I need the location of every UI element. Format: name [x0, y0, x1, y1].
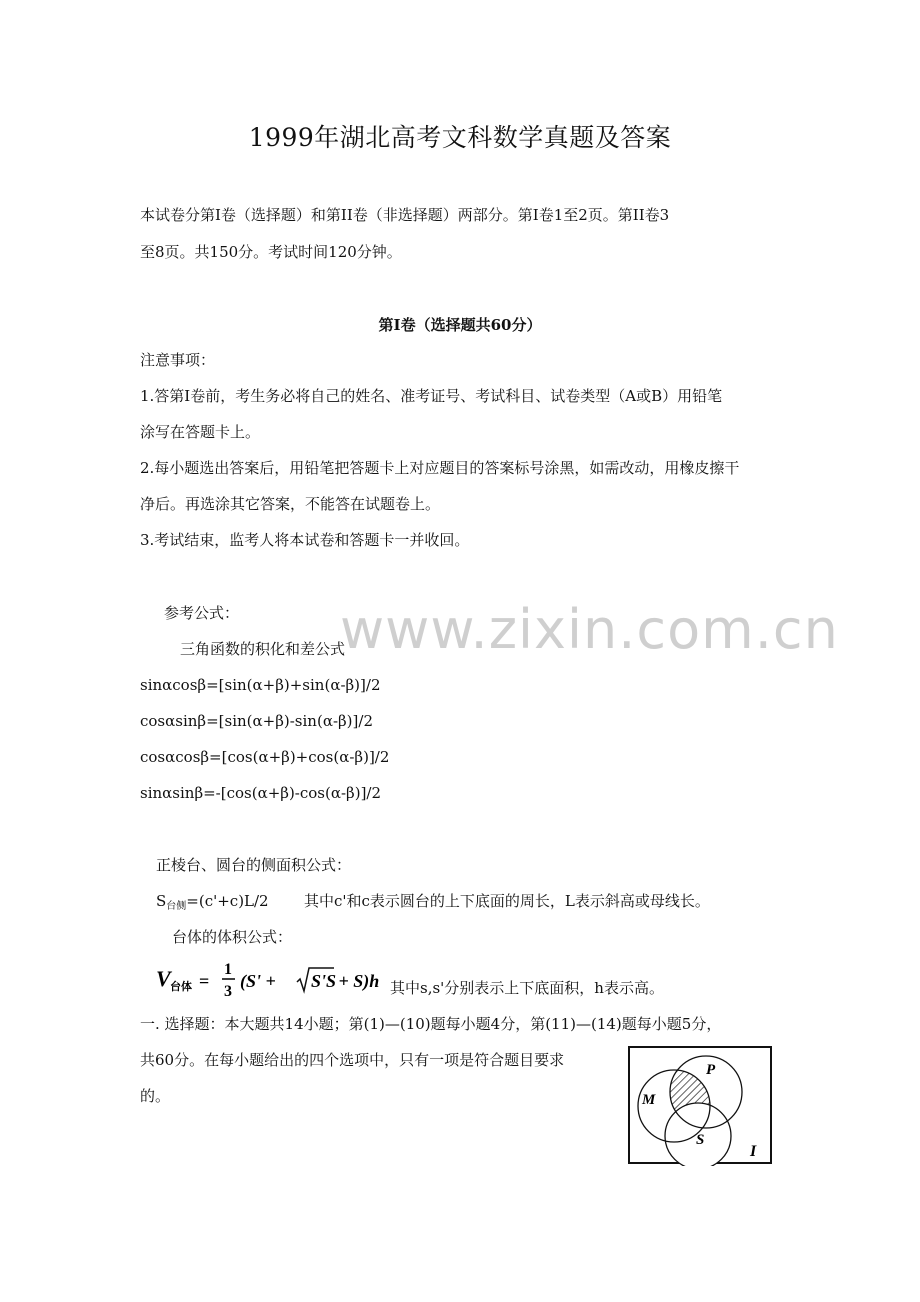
venn-diagram	[626, 1044, 776, 1166]
choice-instruction-line: 一. 选择题：本大题共14小题；第(1)—(10)题每小题4分，第(11)—(14)题每小题5分，	[140, 1015, 722, 1033]
notice-line: 2.每小题选出答案后，用铅笔把答题卡上对应题目的答案标号涂黑，如需改动，用橡皮擦干	[140, 459, 740, 477]
trig-heading: 三角函数的积化和差公式	[180, 640, 346, 658]
notice-line: 涂写在答题卡上。	[140, 423, 261, 441]
intro-line-2: 至8页。共150分。考试时间120分钟。	[140, 243, 402, 261]
formula-radicand: S'S	[311, 971, 337, 991]
lateral-subscript: 台侧	[166, 901, 187, 912]
formula-numerator: 1	[224, 961, 232, 978]
formula-body-right: + S)h	[334, 971, 380, 991]
lateral-formula	[156, 891, 269, 917]
lateral-expression: =(c'+c)L/2	[186, 892, 269, 910]
trig-formula: cosαcosβ=[cos(α+β)+cos(α-β)]/2	[140, 748, 390, 766]
formula-v: V	[156, 966, 171, 991]
formula-denominator: 3	[224, 983, 232, 1000]
label-m: M	[642, 1092, 656, 1108]
label-p: P	[706, 1062, 716, 1078]
choice-instruction-line: 共60分。在每小题给出的四个选项中，只有一项是符合题目要求	[140, 1051, 565, 1069]
section-heading: 第Ⅰ卷（选择题共60分）	[378, 316, 542, 334]
volume-note: 其中s,s'分别表示上下底面积，h表示高。	[390, 979, 664, 997]
lateral-heading: 正棱台、圆台的侧面积公式：	[156, 856, 352, 874]
watermark: www.zixin.com.cn	[340, 598, 839, 661]
label-s: S	[696, 1132, 705, 1148]
document-title: 1999年湖北高考文科数学真题及答案	[248, 123, 672, 152]
trig-formula: cosαsinβ=[sin(α+β)-sin(α-β)]/2	[140, 712, 373, 730]
volume-heading: 台体的体积公式：	[172, 928, 293, 946]
trig-formula: sinαsinβ=-[cos(α+β)-cos(α-β)]/2	[140, 784, 382, 802]
notice-line: 净后。再选涂其它答案，不能答在试题卷上。	[140, 495, 441, 513]
lateral-note: 其中c'和c表示圆台的上下底面的周长，L表示斜高或母线长。	[304, 892, 710, 910]
formula-equals: =	[199, 971, 210, 991]
notice-line: 1.答第Ⅰ卷前，考生务必将自己的姓名、准考证号、考试科目、试卷类型（A或B）用铅笔	[140, 387, 723, 405]
reference-heading: 参考公式：	[164, 604, 240, 622]
formula-body-left: (S' +	[240, 971, 281, 991]
choice-instruction-line: 的。	[140, 1087, 171, 1105]
formula-v-sub: 台体	[170, 980, 192, 993]
lateral-s: S	[156, 892, 167, 910]
label-i: I	[750, 1143, 757, 1160]
notice-heading: 注意事项：	[140, 351, 216, 369]
notice-line: 3.考试结束，监考人将本试卷和答题卡一并收回。	[140, 531, 470, 549]
intro-line-1: 本试卷分第Ⅰ卷（选择题）和第II卷（非选择题）两部分。第Ⅰ卷1至2页。第II卷3	[140, 206, 670, 224]
trig-formula: sinαcosβ=[sin(α+β)+sin(α-β)]/2	[140, 676, 381, 694]
volume-formula-image	[156, 958, 390, 1000]
